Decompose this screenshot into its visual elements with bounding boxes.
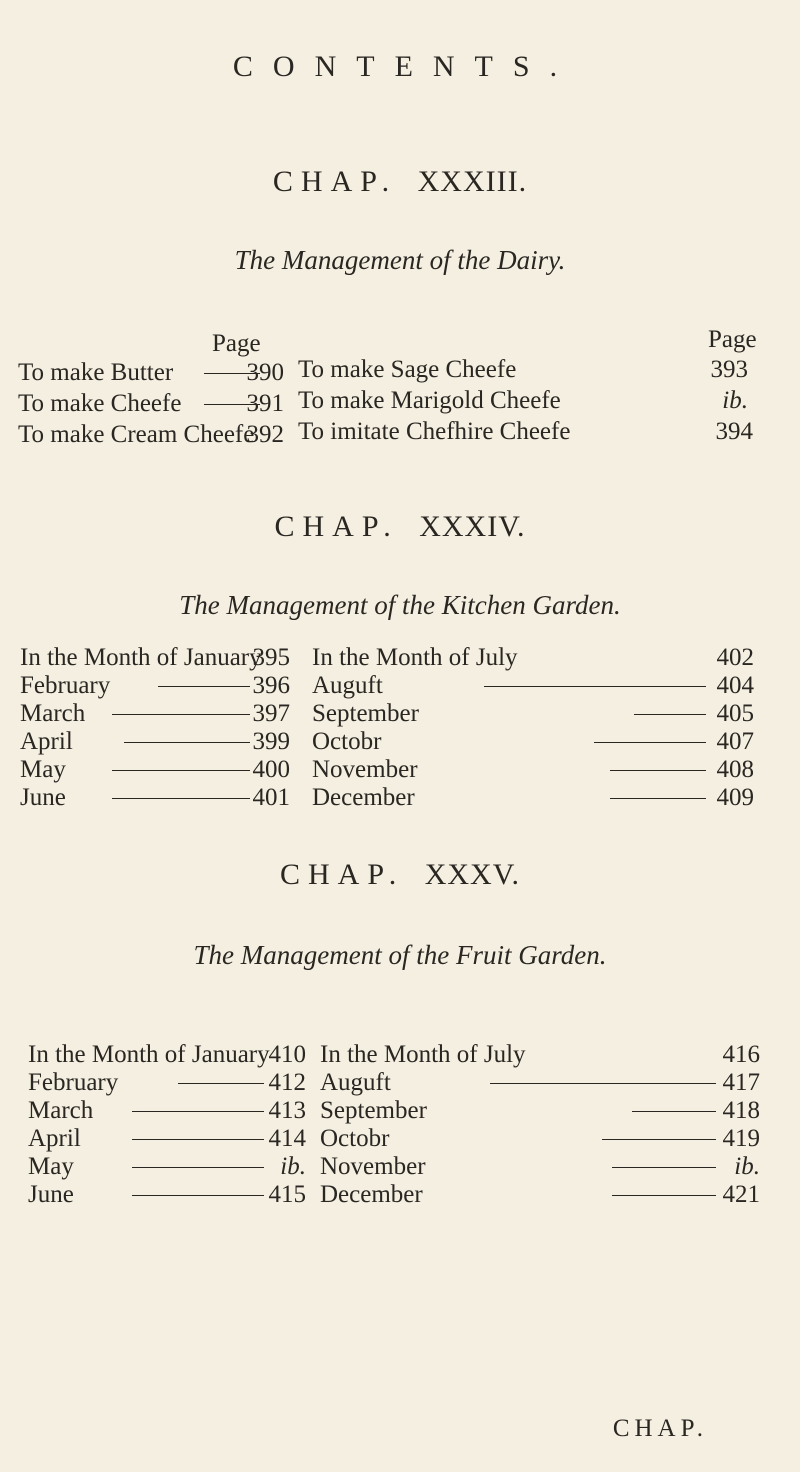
- entry-title: December: [320, 1181, 423, 1208]
- entry-page: 419: [722, 1125, 760, 1152]
- toc-entry: [28, 1180, 306, 1210]
- leader-dash: [132, 1167, 264, 1168]
- entry-title: To make Butter: [18, 359, 174, 386]
- toc-entry: [298, 417, 753, 447]
- entry-page: 390: [246, 359, 284, 386]
- toc-entry: [320, 1096, 760, 1126]
- entry-title: February: [20, 672, 111, 699]
- leader-dash: [632, 1111, 716, 1112]
- entry-page: 414: [268, 1125, 306, 1152]
- entry-title: April: [28, 1125, 81, 1152]
- chapter-title-fruit-garden: The Management of the Fruit Garden.: [193, 940, 607, 970]
- entry-title: To imitate Chefhire Cheefe: [298, 418, 571, 445]
- entry-page: 393: [710, 356, 748, 383]
- catchword: CHAP.: [612, 1415, 708, 1442]
- toc-entry: [312, 643, 754, 673]
- leader-dash: [132, 1111, 264, 1112]
- leader-dash: [124, 742, 250, 743]
- entry-page: 416: [722, 1041, 760, 1068]
- entry-page: 413: [268, 1097, 306, 1124]
- entry-page: 399: [252, 728, 290, 755]
- entry-title: December: [312, 784, 415, 811]
- running-head: CONTENTS.: [232, 50, 578, 83]
- entry-page: 409: [716, 784, 754, 811]
- leader-dash: [612, 1167, 716, 1168]
- toc-entry: [298, 355, 748, 385]
- leader-dash: [132, 1139, 264, 1140]
- entry-page: ib.: [280, 1153, 306, 1180]
- entry-page: 396: [252, 672, 290, 699]
- entry-title: Auguft: [312, 672, 383, 699]
- entry-page: 408: [716, 756, 754, 783]
- entry-title: To make Cheefe: [18, 390, 182, 417]
- toc-entry: [20, 755, 290, 785]
- entry-page: ib.: [722, 387, 748, 414]
- entry-page: 418: [722, 1097, 760, 1124]
- entry-page: 391: [246, 390, 284, 417]
- entry-page: ib.: [734, 1153, 760, 1180]
- entry-page: 400: [252, 756, 290, 783]
- toc-entry: [312, 755, 754, 785]
- chapter-heading-xxxv: [0, 858, 800, 892]
- toc-entry: [18, 420, 284, 450]
- entry-page: 401: [252, 784, 290, 811]
- leader-dash: [602, 1139, 716, 1140]
- leader-dash: [484, 686, 706, 687]
- entry-title: November: [312, 756, 418, 783]
- entry-title: June: [28, 1181, 74, 1208]
- entry-page: 417: [722, 1069, 760, 1096]
- entry-title: May: [20, 756, 66, 783]
- toc-entry: [320, 1124, 760, 1154]
- leader-dash: [132, 1195, 264, 1196]
- entry-page: 412: [268, 1069, 306, 1096]
- page-column-header-right: Page: [708, 326, 757, 353]
- toc-entry: [20, 699, 290, 729]
- toc-entry: [28, 1068, 306, 1098]
- entry-title: Octobr: [312, 728, 382, 755]
- entry-title: June: [20, 784, 66, 811]
- entry-page: 397: [252, 700, 290, 727]
- toc-entry: [312, 699, 754, 729]
- entry-title: Octobr: [320, 1125, 390, 1152]
- entry-page: 410: [268, 1041, 306, 1068]
- leader-dash: [610, 770, 706, 771]
- toc-entry: [20, 643, 290, 673]
- toc-entry: [18, 389, 284, 419]
- page-column-header-left: Page: [212, 330, 261, 357]
- entry-title: November: [320, 1153, 426, 1180]
- chapter-heading-xxxiii: [0, 165, 800, 199]
- chap-number: XXXV.: [424, 858, 520, 891]
- chap-number: XXXIV.: [419, 510, 526, 543]
- leader-dash: [112, 714, 250, 715]
- chap-label: CHAP.: [274, 510, 399, 543]
- entry-page: 421: [722, 1181, 760, 1208]
- toc-entry: [28, 1096, 306, 1126]
- entry-page: 402: [716, 644, 754, 671]
- toc-entry: [312, 783, 754, 813]
- entry-title: In the Month of January: [20, 644, 262, 671]
- entry-title: To make Cream Cheefe: [18, 421, 255, 448]
- toc-entry: [20, 783, 290, 813]
- entry-page: 392: [246, 421, 284, 448]
- toc-entry: [18, 358, 284, 388]
- chapter-heading-xxxiv: [0, 510, 800, 544]
- leader-dash: [112, 770, 250, 771]
- leader-dash: [612, 1195, 716, 1196]
- entry-title: March: [28, 1097, 94, 1124]
- entry-title: April: [20, 728, 73, 755]
- entry-page: 394: [715, 418, 753, 445]
- leader-dash: [594, 742, 706, 743]
- entry-page: 405: [716, 700, 754, 727]
- toc-entry: [20, 671, 290, 701]
- toc-entry: [320, 1068, 760, 1098]
- entry-page: 395: [252, 644, 290, 671]
- entry-page: 404: [716, 672, 754, 699]
- toc-entry: [298, 386, 748, 416]
- chapter-title-kitchen-garden: The Management of the Kitchen Garden.: [179, 590, 621, 620]
- toc-entry: [28, 1040, 306, 1070]
- leader-dash: [610, 798, 706, 799]
- entry-title: To make Marigold Cheefe: [298, 387, 561, 414]
- toc-entry: [312, 727, 754, 757]
- entry-title: March: [20, 700, 86, 727]
- leader-dash: [490, 1083, 716, 1084]
- chap-number: XXXIII.: [417, 165, 528, 198]
- entry-title: To make Sage Cheefe: [298, 356, 517, 383]
- chapter-title-dairy: The Management of the Dairy.: [234, 245, 566, 275]
- entry-page: 415: [268, 1181, 306, 1208]
- leader-dash: [112, 798, 250, 799]
- entry-title: February: [28, 1069, 119, 1096]
- chap-label: CHAP.: [280, 858, 405, 891]
- entry-title: In the Month of July: [320, 1041, 526, 1068]
- toc-entry: [320, 1040, 760, 1070]
- leader-dash: [158, 686, 250, 687]
- toc-entry: [312, 671, 754, 701]
- chap-label: CHAP.: [272, 165, 398, 198]
- entry-title: May: [28, 1153, 74, 1180]
- entry-title: In the Month of July: [312, 644, 518, 671]
- toc-entry: [28, 1152, 306, 1182]
- toc-entry: [28, 1124, 306, 1154]
- entry-title: Auguft: [320, 1069, 391, 1096]
- leader-dash: [634, 714, 706, 715]
- toc-entry: [320, 1180, 760, 1210]
- entry-page: 407: [716, 728, 754, 755]
- toc-entry: [320, 1152, 760, 1182]
- entry-title: In the Month of January: [28, 1041, 270, 1068]
- entry-title: September: [320, 1097, 427, 1124]
- toc-entry: [20, 727, 290, 757]
- leader-dash: [178, 1083, 264, 1084]
- entry-title: September: [312, 700, 419, 727]
